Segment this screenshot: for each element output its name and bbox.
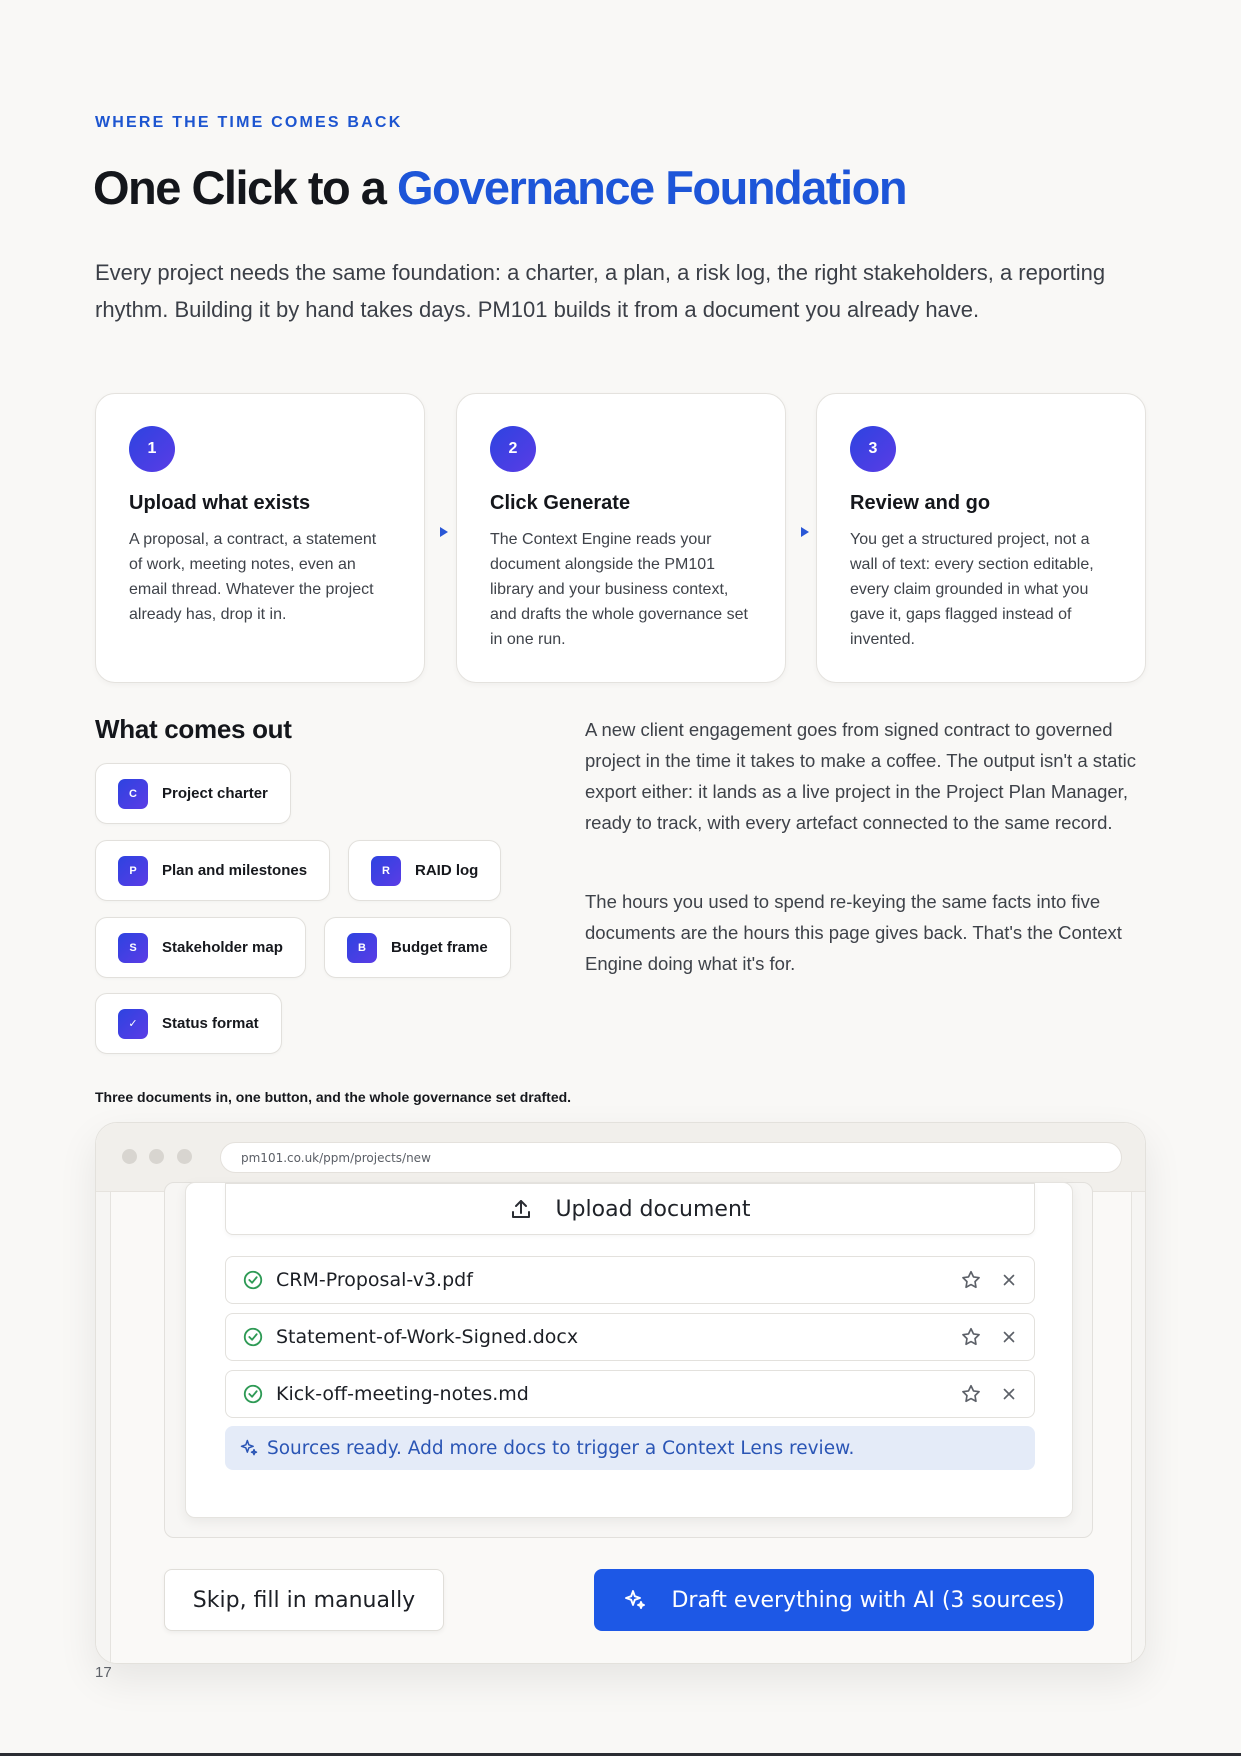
close-icon[interactable] bbox=[1000, 1328, 1018, 1346]
ai-button-label: Draft everything with AI (3 sources) bbox=[671, 1587, 1065, 1613]
sparkle-icon bbox=[239, 1438, 259, 1458]
output-chip-raid bbox=[348, 840, 501, 901]
upload-icon bbox=[509, 1197, 533, 1221]
file-name: Kick-off-meeting-notes.md bbox=[276, 1383, 529, 1405]
arrow-right-icon bbox=[801, 527, 809, 537]
close-icon[interactable] bbox=[1000, 1385, 1018, 1403]
step-number: 2 bbox=[490, 426, 536, 472]
chip-label: Stakeholder map bbox=[162, 939, 283, 956]
step-card-2 bbox=[456, 393, 786, 683]
step-number: 3 bbox=[850, 426, 896, 472]
check-circle-icon bbox=[242, 1383, 264, 1405]
eyebrow: WHERE THE TIME COMES BACK bbox=[95, 114, 403, 131]
check-circle-icon bbox=[242, 1269, 264, 1291]
body-paragraph-2: The hours you used to spend re-keying the same facts into five documents are the hours this page gives back. That's the Context Engine doing what it's for. bbox=[585, 891, 1122, 974]
chip-label: Budget frame bbox=[391, 939, 488, 956]
chip-label: Project charter bbox=[162, 785, 268, 802]
upload-document-button[interactable] bbox=[225, 1183, 1035, 1235]
chip-label: RAID log bbox=[415, 862, 479, 879]
step-body: The Context Engine reads your document alongside the PM101 library and your business context, and drafts the whole governance set in one run. bbox=[490, 531, 748, 648]
intro-paragraph: Every project needs the same foundation: a charter, a plan, a risk log, the right stakeholders, a reporting rhythm. Building it by hand takes days. PM101 builds it from a document you already have. bbox=[95, 260, 1106, 322]
window-dot-icon bbox=[177, 1149, 192, 1164]
step-number: 1 bbox=[129, 426, 175, 472]
notice-text: Sources ready. Add more docs to trigger a Context Lens review. bbox=[267, 1437, 855, 1459]
app-surface bbox=[110, 1192, 1132, 1664]
file-name: CRM-Proposal-v3.pdf bbox=[276, 1269, 473, 1291]
upload-label: Upload document bbox=[555, 1196, 751, 1222]
file-row bbox=[225, 1256, 1035, 1304]
outputs-title: What comes out bbox=[95, 714, 292, 744]
close-icon[interactable] bbox=[1000, 1271, 1018, 1289]
address-bar[interactable]: pm101.co.uk/ppm/projects/new bbox=[220, 1142, 1122, 1173]
star-icon[interactable] bbox=[960, 1383, 982, 1405]
stakeholder-badge-icon: S bbox=[118, 933, 148, 963]
title-lead: One Click to a bbox=[93, 161, 397, 214]
arrow-right-icon bbox=[440, 527, 448, 537]
page-number: 17 bbox=[95, 1664, 112, 1681]
title-accent: Governance Foundation bbox=[396, 161, 907, 214]
window-dot-icon bbox=[122, 1149, 137, 1164]
window-dot-icon bbox=[149, 1149, 164, 1164]
step-title: Upload what exists bbox=[129, 492, 311, 514]
output-chip-status bbox=[95, 993, 282, 1054]
step-card-1 bbox=[95, 393, 425, 683]
file-row bbox=[225, 1313, 1035, 1361]
file-name: Statement-of-Work-Signed.docx bbox=[276, 1326, 579, 1348]
check-badge-icon: ✓ bbox=[118, 1009, 148, 1039]
page-title bbox=[93, 160, 906, 215]
output-chip-stakeholder bbox=[95, 917, 306, 978]
step-title: Review and go bbox=[850, 492, 991, 514]
budget-badge-icon: B bbox=[347, 933, 377, 963]
check-circle-icon bbox=[242, 1326, 264, 1348]
output-chip-charter bbox=[95, 763, 291, 824]
step-body: A proposal, a contract, a statement of work, meeting notes, even an email thread. Whatever the project already has, drop it in. bbox=[129, 531, 377, 623]
figure-caption: Three documents in, one button, and the whole governance set drafted. bbox=[95, 1089, 572, 1105]
output-chip-budget bbox=[324, 917, 511, 978]
star-icon[interactable] bbox=[960, 1326, 982, 1348]
browser-mockup bbox=[95, 1122, 1146, 1664]
sparkle-icon bbox=[623, 1588, 647, 1612]
upload-panel bbox=[185, 1182, 1073, 1518]
charter-badge-icon: C bbox=[118, 779, 148, 809]
step-body: You get a structured project, not a wall of text: every section editable, every claim grounded in what you gave it, gaps flagged instead of invented. bbox=[850, 531, 1094, 648]
output-chip-plan bbox=[95, 840, 330, 901]
step-title: Click Generate bbox=[490, 492, 631, 514]
chip-label: Status format bbox=[162, 1015, 259, 1032]
steps bbox=[95, 393, 1146, 683]
draft-with-ai-button[interactable] bbox=[594, 1569, 1094, 1631]
step-card-3 bbox=[816, 393, 1146, 683]
body-paragraph-1: A new client engagement goes from signed contract to governed project in the time it takes to make a coffee. The output isn't a static export either: it lands as a live project in the Project Plan Manager, ready to track, with every artefact connected to the same record. bbox=[585, 719, 1136, 833]
plan-badge-icon: P bbox=[118, 856, 148, 886]
chip-label: Plan and milestones bbox=[162, 862, 308, 879]
sources-ready-notice bbox=[225, 1426, 1035, 1470]
raid-badge-icon: R bbox=[371, 856, 401, 886]
star-icon[interactable] bbox=[960, 1269, 982, 1291]
skip-manual-button[interactable]: Skip, fill in manually bbox=[164, 1569, 444, 1631]
browser-viewport bbox=[96, 1192, 1145, 1664]
file-row bbox=[225, 1370, 1035, 1418]
